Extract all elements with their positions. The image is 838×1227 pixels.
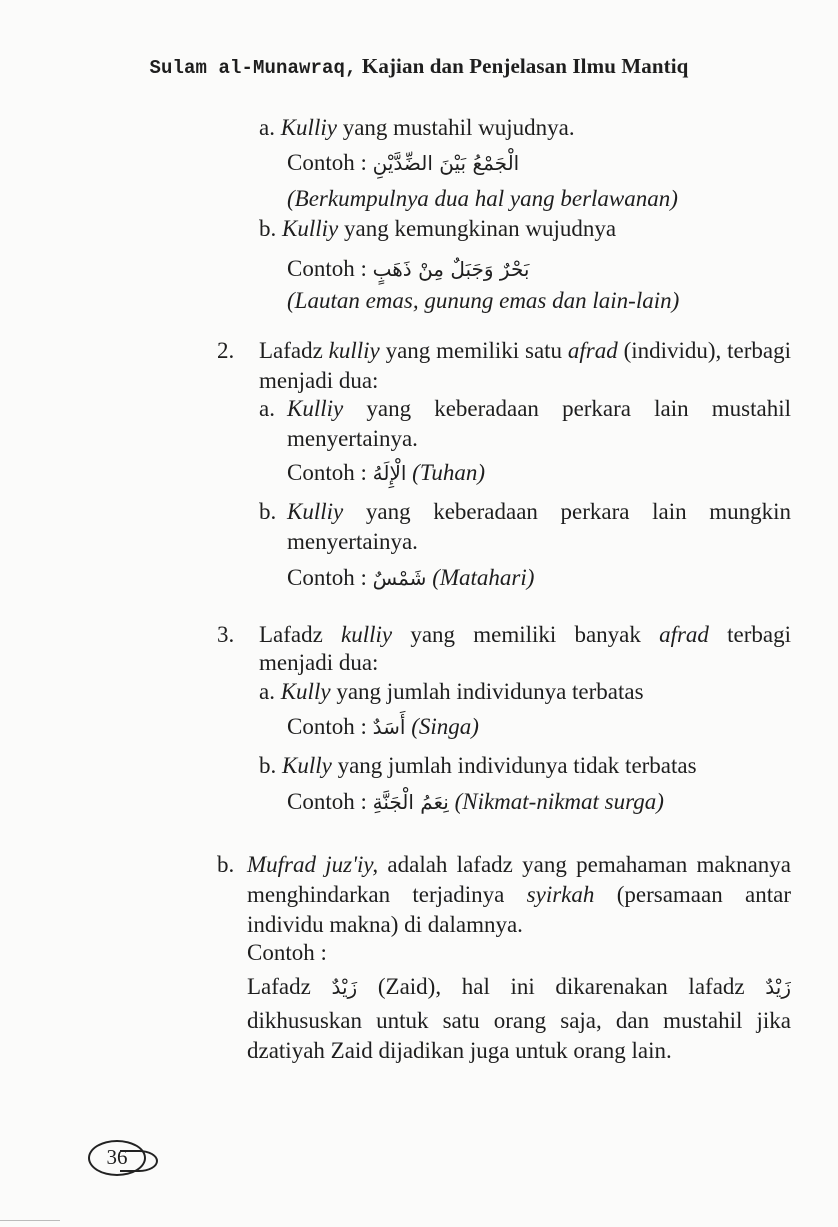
meaning: (Tuhan) — [406, 460, 485, 485]
item-3-marker: 3. — [217, 622, 235, 647]
arabic-example: شَمْسٌ — [372, 566, 427, 590]
item-b-line6: dikhususkan untuk satu orang saja, dan mustahil jika — [247, 1008, 791, 1033]
item-2-marker: 2. — [217, 338, 235, 363]
running-header — [0, 54, 838, 79]
term: Kulliy — [282, 216, 339, 241]
divider — [0, 1220, 60, 1221]
arabic-example: الْإِلَهُ — [372, 461, 407, 485]
meaning: (Matahari) — [426, 565, 535, 590]
meaning: (Nikmat-nikmat surga) — [448, 789, 664, 814]
header-title-part2: Kajian dan Penjelasan Ilmu Mantiq — [356, 54, 689, 78]
item-3-line1: Lafadz kulliy yang memiliki banyak afrad terbagi — [259, 622, 791, 647]
contoh-label: Contoh : — [287, 565, 373, 590]
item-2a-line2: menyertainya. — [287, 426, 418, 451]
contoh-label: Contoh : — [287, 789, 373, 814]
example-1a — [287, 148, 519, 178]
example-2a — [287, 458, 485, 488]
arabic-example: أَسَدٌ — [372, 715, 406, 739]
item-marker: b. — [259, 216, 277, 241]
contoh-label: Contoh : — [287, 150, 373, 175]
item-2a-marker: a. — [259, 396, 275, 421]
contoh-label: Contoh : — [287, 460, 373, 485]
item-1b — [259, 214, 616, 244]
item-3b: b. Kully yang jumlah individunya tidak terbatas — [259, 753, 697, 778]
example-1b — [287, 254, 529, 284]
item-2b-line1: Kulliy yang keberadaan perkara lain mungkin — [287, 499, 791, 524]
item-b-line7: dzatiyah Zaid dijadikan juga untuk orang lain. — [247, 1038, 672, 1063]
item-3-line2: menjadi dua: — [259, 650, 379, 675]
item-b-contoh: Contoh : — [247, 940, 327, 965]
item-2-line2: menjadi dua: — [259, 368, 379, 393]
item-b-line3: individu makna) di dalamnya. — [247, 912, 523, 937]
item-text: yang kemungkinan wujudnya — [338, 216, 617, 241]
arabic-example: الْجَمْعُ بَيْنَ الضِّدَّيْنِ — [372, 151, 520, 175]
meaning-1a: (Berkumpulnya dua hal yang berlawanan) — [287, 186, 678, 211]
contoh-label: Contoh : — [287, 714, 373, 739]
item-b-line2: menghindarkan terjadinya syirkah (persamaan antar — [247, 882, 791, 907]
item-1a — [259, 113, 575, 143]
meaning: (Singa) — [405, 714, 479, 739]
item-2b-line2: menyertainya. — [287, 529, 418, 554]
item-2-line1: Lafadz kulliy yang memiliki satu afrad (individu), terbagi — [259, 338, 791, 363]
item-b-line1: Mufrad juz'iy, adalah lafadz yang pemahaman maknanya — [247, 852, 792, 877]
example-3b — [287, 787, 664, 817]
contoh-label: Contoh : — [287, 256, 373, 281]
item-marker: a. — [259, 115, 275, 140]
arabic-example: زَيْدٌ — [331, 975, 358, 999]
item-b-marker: b. — [217, 852, 235, 877]
example-3a — [287, 712, 479, 742]
item-b-line5: Lafadz زَيْدٌ (Zaid), hal ini dikarenakan lafadz زَيْدٌ — [247, 972, 791, 1002]
header-title-part1: Sulam al-Munawraq, — [149, 57, 357, 79]
term: Kulliy — [280, 115, 337, 140]
arabic-example: زَيْدٌ — [765, 975, 791, 999]
arabic-example: بَحْرٌ وَجَبَلٌ مِنْ ذَهَبٍ — [372, 257, 530, 281]
arabic-example: نِعَمُ الْجَنَّةِ — [372, 790, 449, 814]
item-2a-line1: Kulliy yang keberadaan perkara lain mustahil — [287, 396, 791, 421]
page-number: 36 — [88, 1140, 146, 1176]
item-2b-marker: b. — [259, 499, 277, 524]
item-3a: a. Kully yang jumlah individunya terbatas — [259, 679, 644, 704]
item-text: yang mustahil wujudnya. — [336, 115, 575, 140]
example-2b — [287, 563, 534, 593]
meaning-1b: (Lautan emas, gunung emas dan lain-lain) — [287, 288, 680, 313]
